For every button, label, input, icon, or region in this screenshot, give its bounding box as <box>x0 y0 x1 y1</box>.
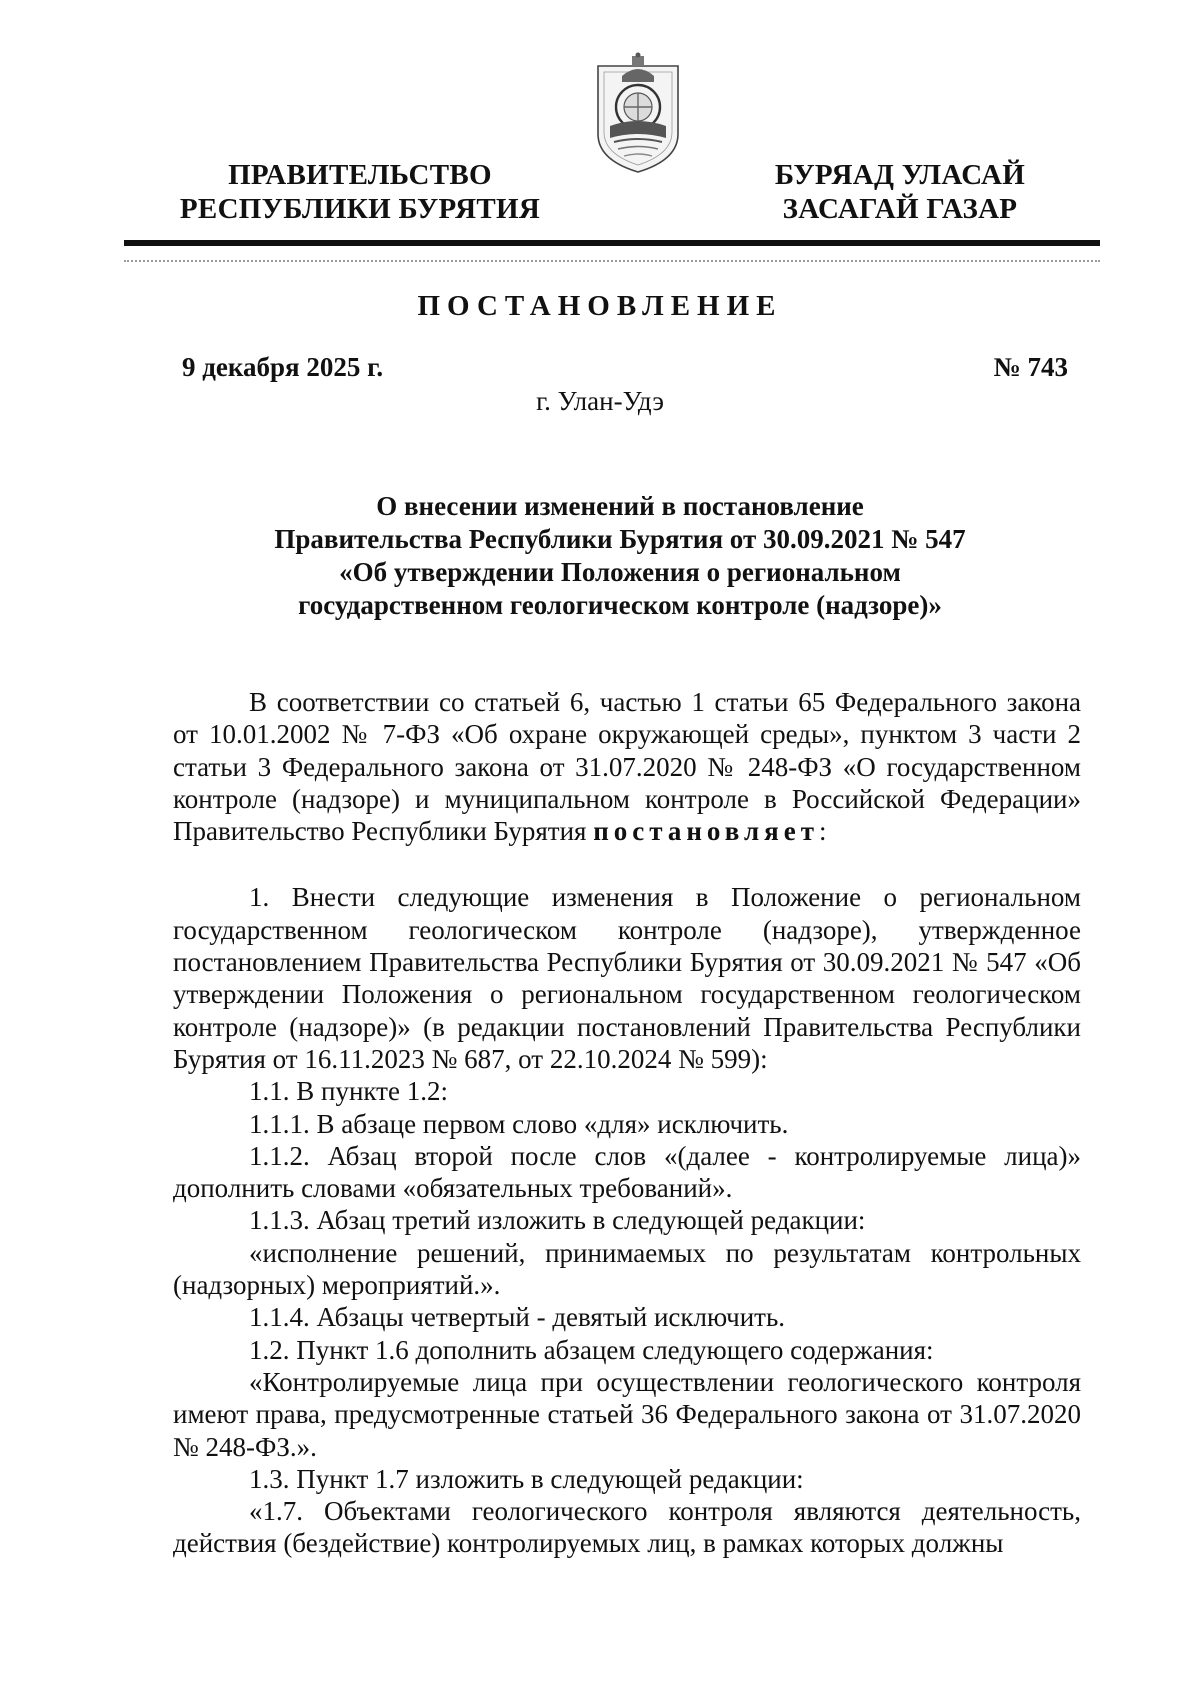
preamble-end: : <box>818 816 827 847</box>
body-paragraph: 1.1.2. Абзац второй после слов «(далее - контролируемые лица)» дополнить словами «обязательных требований». <box>173 1140 1081 1204</box>
document-body <box>173 686 1081 1560</box>
body-paragraph: «1.7. Объектами геологического контроля являются деятельность, действия (бездействие) контролируемых лиц, в рамках которых должны <box>173 1496 1081 1559</box>
decree-word: постановляет <box>593 816 819 847</box>
issuer-ru-line1: ПРАВИТЕЛЬСТВО <box>228 159 492 191</box>
title-line: государственном геологическом контроле (надзоре)» <box>298 590 942 620</box>
issuer-ru <box>170 158 550 226</box>
document-title <box>180 490 1060 622</box>
preamble-text: В соответствии со статьей 6, частью 1 статьи 65 Федерального закона от 10.01.2002 № 7-ФЗ «Об охране окружающей среды», пунктом 3 части 2 статьи 3 Федерального закона от 31.07.2020 № 248-ФЗ «О государственном контроле (надзоре) и муниципальном контроле в Российской Федерации» Правительство Республики Бурятия <box>173 687 1081 847</box>
document-date: 9 декабря 2025 г. <box>182 352 384 382</box>
header-divider-thin <box>124 260 1100 262</box>
body-paragraph: 1.3. Пункт 1.7 изложить в следующей редакции: <box>249 1463 804 1494</box>
title-line: О внесении изменений в постановление <box>376 491 864 521</box>
coat-of-arms-icon <box>592 52 684 176</box>
document-number: № 743 <box>993 352 1068 382</box>
preamble-paragraph <box>173 686 1081 847</box>
body-paragraph: 1.1. В пункте 1.2: <box>249 1076 448 1107</box>
title-line: «Об утверждении Положения о региональном <box>339 557 901 587</box>
body-paragraph: 1.2. Пункт 1.6 дополнить абзацем следующего содержания: <box>249 1334 934 1365</box>
header-divider-thick <box>124 240 1100 246</box>
issuer-bua-line2: ЗАСАГАЙ ГАЗАР <box>782 193 1018 225</box>
body-paragraph: «Контролируемые лица при осуществлении геологического контроля имеют права, предусмотренные статьей 36 Федерального закона от 31.07.2020 № 248-ФЗ.». <box>173 1366 1081 1462</box>
body-paragraph: 1. Внести следующие изменения в Положение о региональном государственном геологическом контроле (надзоре), утвержденное постановлением Правительства Республики Бурятия от 30.09.2021 № 547 «Об утверждении Положения о региональном государственном геологическом контроле (надзоре)» (в редакции постановлений Правительства Республики Бурятия от 16.11.2023 № 687, от 22.10.2024 № 599): <box>173 882 1081 1074</box>
issuer-bua-line1: БУРЯАД УЛАСАЙ <box>774 159 1026 191</box>
document-type: ПОСТАНОВЛЕНИЕ <box>417 290 783 322</box>
issuer-bua <box>750 158 1050 226</box>
document-city: г. Улан-Удэ <box>536 386 664 416</box>
body-paragraph: 1.1.1. В абзаце первом слово «для» исключить. <box>249 1108 789 1139</box>
body-paragraph: 1.1.3. Абзац третий изложить в следующей редакции: <box>249 1205 866 1236</box>
body-paragraph: «исполнение решений, принимаемых по результатам контрольных (надзорных) мероприятий.». <box>173 1237 1081 1301</box>
issuer-ru-line2: РЕСПУБЛИКИ БУРЯТИЯ <box>179 193 541 225</box>
title-line: Правительства Республики Бурятия от 30.09.2021 № 547 <box>274 524 966 554</box>
body-paragraph: 1.1.4. Абзацы четвертый - девятый исключить. <box>249 1302 786 1333</box>
